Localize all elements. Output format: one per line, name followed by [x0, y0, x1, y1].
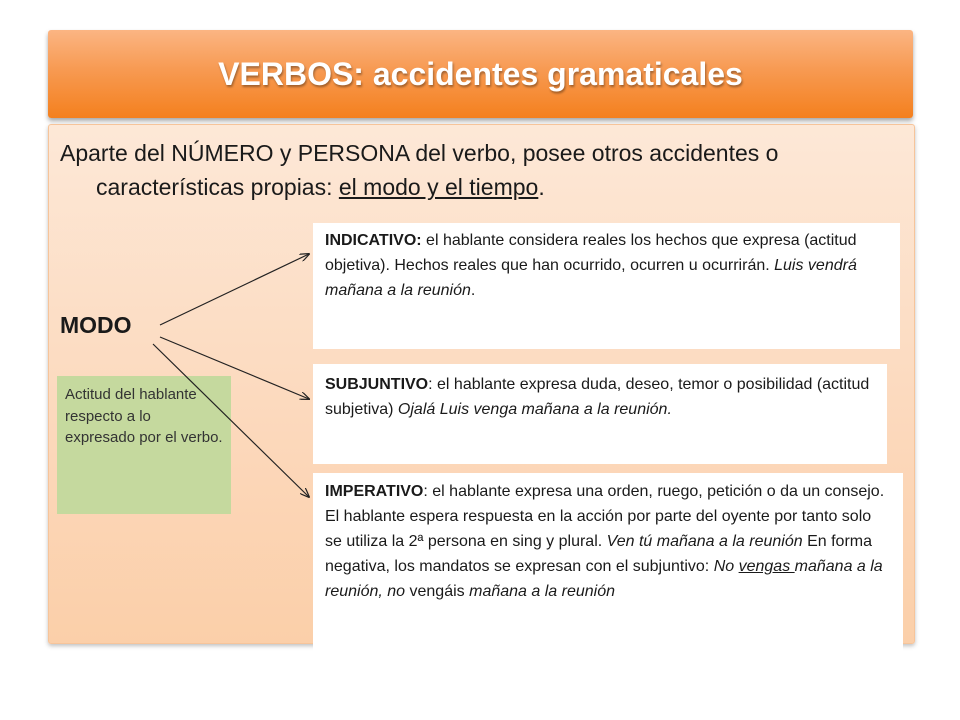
- intro-text: Aparte del NÚMERO y PERSONA del verbo, posee otros accidentes o características propias:: [60, 140, 779, 200]
- imperativo-example: Ven tú mañana a la reunión: [606, 533, 803, 550]
- indicativo-text: el hablante considera reales los hechos que expresa (actitud objetiva). Hechos reales que han ocurrido, ocurren u ocurrirán.: [325, 232, 857, 274]
- indicativo-end: .: [470, 282, 476, 299]
- slide-title: VERBOS: accidentes gramaticales: [218, 55, 743, 92]
- imperativo-term: IMPERATIVO: [325, 483, 424, 500]
- intro-period: .: [538, 174, 545, 200]
- subjuntivo-term: SUBJUNTIVO: [325, 376, 429, 393]
- subjuntivo-example: Ojalá Luis venga mañana a la reunión.: [397, 401, 672, 418]
- indicativo-example: Luis vendrá mañana a la reunión: [325, 257, 857, 299]
- imperativo-neg-end: mañana a la reunión: [469, 583, 615, 600]
- subjuntivo-box: [313, 364, 887, 464]
- imperativo-neg-text: En forma negativa, los mandatos se expresan con el subjuntivo:: [325, 533, 872, 575]
- note-box: Actitud del hablante respecto a lo expresado por el verbo.: [57, 376, 231, 514]
- indicativo-term: INDICATIVO:: [325, 232, 422, 249]
- imperativo-neg-vengais: vengáis: [405, 583, 470, 600]
- imperativo-text: : el hablante expresa una orden, ruego, petición o da un consejo. El hablante espera respuesta en la acción por parte del oyente por tanto solo se utiliza la 2ª persona en sing y plural.: [325, 483, 885, 550]
- imperativo-neg-verb: vengas: [738, 558, 795, 575]
- indicativo-box: [313, 223, 900, 349]
- imperativo-box: [313, 473, 903, 683]
- arrow-indicativo: [160, 254, 309, 325]
- arrow-subjuntivo: [160, 337, 309, 399]
- modo-label: MODO: [60, 312, 132, 338]
- imperativo-neg-rest: mañana a la reunión, no: [325, 558, 883, 600]
- intro-underlined: el modo y el tiempo: [338, 174, 539, 200]
- imperativo-neg-no: No: [713, 558, 739, 575]
- subjuntivo-text: : el hablante expresa duda, deseo, temor o posibilidad (actitud subjetiva): [325, 376, 870, 418]
